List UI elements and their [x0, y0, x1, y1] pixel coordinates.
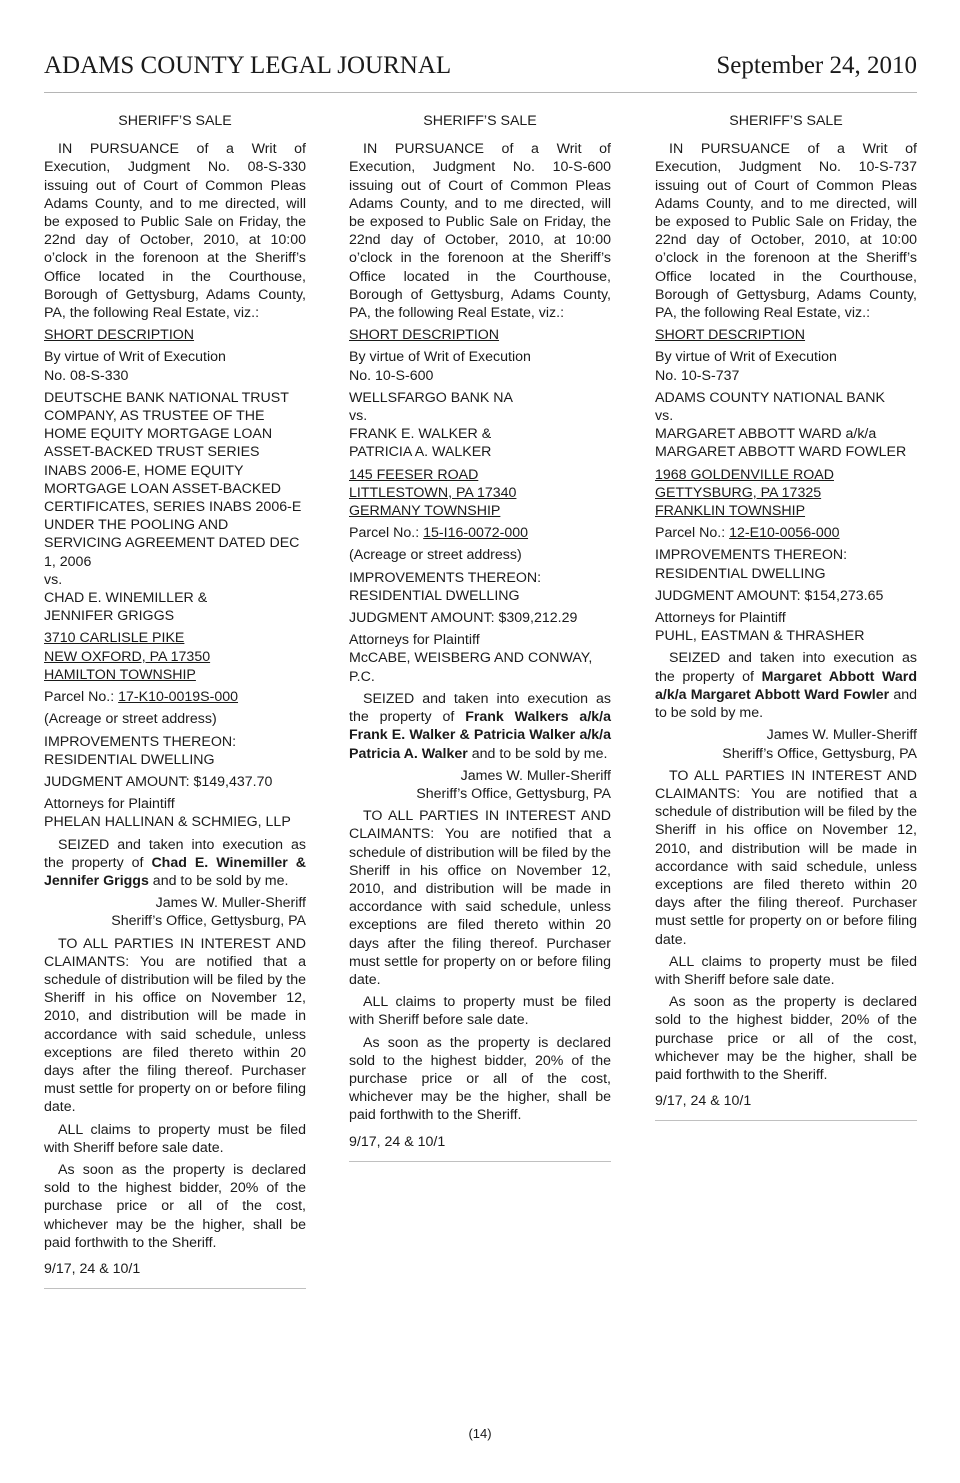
seized-owner-names: Chad E. Winemiller & Jennifer Griggs — [44, 854, 306, 889]
acreage-note: (Acreage or street address) — [349, 547, 522, 564]
seized-statement — [349, 690, 611, 763]
seized-owner-names: Margaret Abbott Ward a/k/a Margaret Abbott Ward Fowler — [655, 668, 917, 703]
seized-statement — [44, 836, 306, 891]
judgment-amount: JUDGMENT AMOUNT: $309,212.29 — [349, 610, 578, 627]
judgment-amount: JUDGMENT AMOUNT: $154,273.65 — [655, 587, 884, 604]
parcel-line — [655, 524, 917, 542]
plaintiff-attorneys: Attorneys for Plaintiff PHELAN HALLINAN & SCHMIEG, LLP — [44, 796, 291, 831]
notice-end-rule — [44, 1288, 306, 1289]
journal-title: ADAMS COUNTY LEGAL JOURNAL — [44, 52, 452, 79]
seized-text: SEIZED and taken into execution as the property of — [655, 650, 917, 685]
notice-column-2 — [349, 112, 611, 1162]
case-parties: WELLSFARGO BANK NA vs. FRANK E. WALKER & PATRICIA A. WALKER — [349, 389, 513, 461]
seized-text: SEIZED and taken into execution as the property of — [44, 836, 306, 871]
writ-reference: By virtue of Writ of Execution No. 08-S-330 — [44, 349, 226, 384]
writ-reference: By virtue of Writ of Execution No. 10-S-737 — [655, 349, 837, 384]
property-address: 3710 CARLISLE PIKE NEW OXFORD, PA 17350 HAMILTON TOWNSHIP — [44, 630, 211, 683]
case-parties: ADAMS COUNTY NATIONAL BANK vs. MARGARET ABBOTT WARD a/k/a MARGARET ABBOTT WARD FOWLER — [655, 389, 907, 461]
as-soon-as: As soon as the property is declared sold to the highest bidder, 20% of the purchase price or all of the cost, whichever may be the higher, shall be paid forthwith to the Sheriff. — [655, 994, 917, 1083]
issue-date: September 24, 2010 — [716, 52, 917, 79]
publication-dates: 9/17, 24 & 10/1 — [655, 1093, 752, 1110]
plaintiff-attorneys: Attorneys for Plaintiff McCABE, WEISBERG AND CONWAY, P.C. — [349, 632, 593, 685]
acreage-note: (Acreage or street address) — [44, 711, 217, 728]
parcel-label: Parcel No.: — [655, 525, 730, 542]
all-claims: ALL claims to property must be filed with Sheriff before sale date. — [44, 1121, 306, 1156]
seized-text: SEIZED and taken into execution as the property of — [349, 690, 611, 726]
publication-dates: 9/17, 24 & 10/1 — [44, 1260, 141, 1277]
sheriff-signature: James W. Muller-Sheriff Sheriff’s Office, Gettysburg, PA — [416, 767, 611, 802]
notice-title: SHERIFF’S SALE — [118, 113, 232, 129]
to-all-parties: TO ALL PARTIES IN INTEREST AND CLAIMANTS: You are notified that a schedule of distribution will be filed by the Sheriff in his office on November 12, 2010, and distribution will be made in accordance with said schedule, unless exceptions are filed thereto within 20 days after the filing thereof. Purchaser must settle for property on or before filing date. — [349, 808, 611, 988]
seized-owner-names: Frank Walkers a/k/a Frank E. Walker & Patricia Walker a/k/a Patricia A. Walker — [349, 709, 611, 762]
parcel-label: Parcel No.: — [349, 525, 424, 542]
all-claims: ALL claims to property must be filed with Sheriff before sale date. — [349, 994, 611, 1029]
all-claims: ALL claims to property must be filed with Sheriff before sale date. — [655, 953, 917, 988]
parcel-number: 15-I16-0072-000 — [423, 525, 529, 542]
short-description-heading: SHORT DESCRIPTION — [349, 327, 500, 344]
notice-title: SHERIFF’S SALE — [423, 113, 537, 129]
header-rule — [44, 92, 917, 93]
case-parties: DEUTSCHE BANK NATIONAL TRUST COMPANY, AS TRUSTEE OF THE HOME EQUITY MORTGAGE LOAN ASSET-BACKED TRUST SERIES INABS 2006-E, HOME EQUITY MORTGAGE LOAN ASSET-BACKED CERTIFICATES, SERIES INABS 2006-E UNDER THE POOLING AND SERVICING AGREEMENT DATED DEC 1, 2006 vs. CHAD E. WINEMILLER & JENNIFER GRIGGS — [44, 389, 302, 625]
seized-text-end: and to be sold by me. — [467, 745, 608, 762]
notice-title: SHERIFF’S SALE — [729, 113, 843, 129]
short-description-heading: SHORT DESCRIPTION — [44, 327, 195, 344]
parcel-number: 12-E10-0056-000 — [729, 525, 840, 542]
page-number: (14) — [468, 1426, 492, 1441]
to-all-parties: TO ALL PARTIES IN INTEREST AND CLAIMANTS: You are notified that a schedule of distribution will be filed by the Sheriff in his office on November 12, 2010, and distribution will be made in accordance with said schedule, unless exceptions are filed thereto within 20 days after the filing thereof. Purchaser must settle for property on or before filing date. — [655, 767, 917, 948]
parcel-line — [44, 688, 306, 706]
parcel-line — [349, 524, 611, 542]
notice-end-rule — [655, 1120, 917, 1121]
notice-intro: IN PURSUANCE of a Writ of Execution, Judgment No. 10-S-737 issuing out of Court of Common Pleas Adams County, and to me directed, will be exposed to Public Sale on Friday, the 22nd day of October, 2010, at 10:00 o’clock in the forenoon at the Sheriff’s Office located in the Courthouse, Borough of Gettysburg, Adams County, PA, the following Real Estate, viz.: — [655, 141, 917, 322]
seized-text-end: and to be sold by me. — [148, 872, 289, 889]
as-soon-as: As soon as the property is declared sold to the highest bidder, 20% of the purchase price or all of the cost, whichever may be the higher, shall be paid forthwith to the Sheriff. — [349, 1034, 611, 1124]
parcel-number: 17-K10-0019S-000 — [118, 689, 239, 706]
page-header — [44, 52, 917, 80]
notice-column-3 — [655, 112, 917, 1121]
sheriff-signature: James W. Muller-Sheriff Sheriff’s Office, Gettysburg, PA — [722, 727, 917, 762]
notice-intro: IN PURSUANCE of a Writ of Execution, Judgment No. 08-S-330 issuing out of Court of Common Pleas Adams County, and to me directed, will be exposed to Public Sale on Friday, the 22nd day of October, 2010, at 10:00 o’clock in the forenoon at the Sheriff’s Office located in the Courthouse, Borough of Gettysburg, Adams County, PA, the following Real Estate, viz.: — [44, 141, 306, 322]
improvements: IMPROVEMENTS THEREON: RESIDENTIAL DWELLING — [349, 569, 542, 604]
property-address: 1968 GOLDENVILLE ROAD GETTYSBURG, PA 17325 FRANKLIN TOWNSHIP — [655, 466, 834, 520]
seized-statement — [655, 649, 917, 722]
parcel-label: Parcel No.: — [44, 689, 119, 706]
plaintiff-attorneys: Attorneys for Plaintiff PUHL, EASTMAN & THRASHER — [655, 610, 865, 645]
short-description-heading: SHORT DESCRIPTION — [655, 327, 806, 344]
notice-end-rule — [349, 1161, 611, 1162]
as-soon-as: As soon as the property is declared sold to the highest bidder, 20% of the purchase price or all of the cost, whichever may be the higher, shall be paid forthwith to the Sheriff. — [44, 1161, 306, 1251]
notice-column-1 — [44, 112, 306, 1289]
writ-reference: By virtue of Writ of Execution No. 10-S-600 — [349, 349, 531, 384]
property-address: 145 FEESER ROAD LITTLESTOWN, PA 17340 GERMANY TOWNSHIP — [349, 466, 517, 520]
to-all-parties: TO ALL PARTIES IN INTEREST AND CLAIMANTS: You are notified that a schedule of distribution will be filed by the Sheriff in his office on November 12, 2010, and distribution will be made in accordance with said schedule, unless exceptions are filed thereto within 20 days after the filing thereof. Purchaser must settle for property on or before filing date. — [44, 935, 306, 1116]
seized-text-end: and to be sold by me. — [655, 686, 917, 722]
sheriff-signature: James W. Muller-Sheriff Sheriff’s Office, Gettysburg, PA — [111, 895, 306, 930]
improvements: IMPROVEMENTS THEREON: RESIDENTIAL DWELLING — [655, 547, 848, 582]
improvements: IMPROVEMENTS THEREON: RESIDENTIAL DWELLING — [44, 733, 237, 768]
publication-dates: 9/17, 24 & 10/1 — [349, 1133, 446, 1150]
notice-intro: IN PURSUANCE of a Writ of Execution, Judgment No. 10-S-600 issuing out of Court of Common Pleas Adams County, and to me directed, will be exposed to Public Sale on Friday, the 22nd day of October, 2010, at 10:00 o’clock in the forenoon at the Sheriff’s Office located in the Courthouse, Borough of Gettysburg, Adams County, PA, the following Real Estate, viz.: — [349, 141, 611, 322]
judgment-amount: JUDGMENT AMOUNT: $149,437.70 — [44, 773, 273, 790]
